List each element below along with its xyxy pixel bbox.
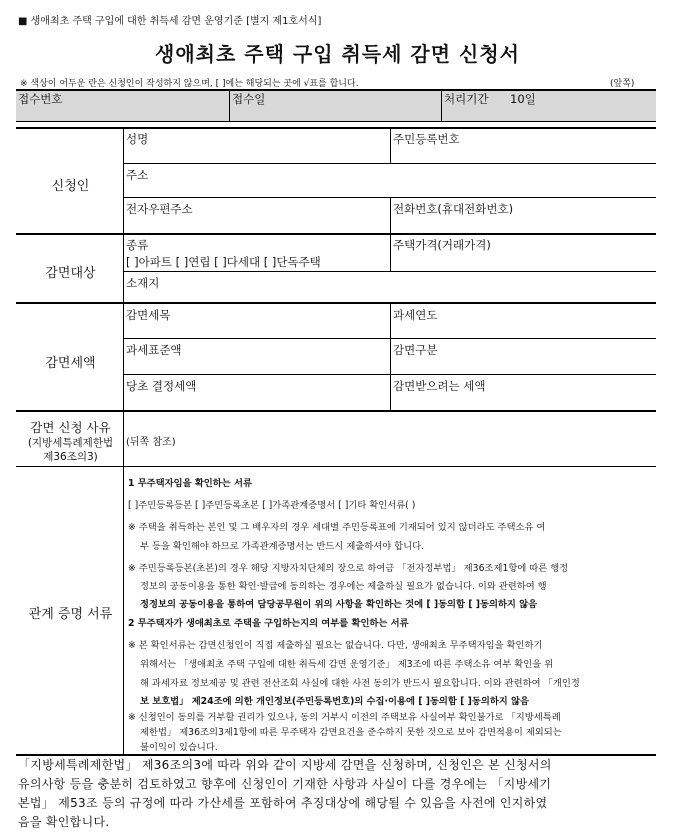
section-target: 감면대상 <box>45 266 96 281</box>
divider <box>16 302 656 304</box>
declaration-text: 음을 확인합니다. <box>18 815 110 829</box>
section-amount: 감면세액 <box>45 356 96 371</box>
proof-document-options[interactable]: [ ]주민등록등본 [ ]주민등록초본 [ ]가족관계증명서 [ ]기타 확인서류( ) <box>128 500 416 511</box>
divider <box>123 163 656 164</box>
divider <box>16 410 656 412</box>
section-reason-article: 제36조의3) <box>43 451 98 463</box>
page-title: 생애최초 주택 구입 취득세 감면 신청서 <box>155 42 520 66</box>
processing-period-value: 10일 <box>510 92 536 106</box>
proof-heading-1: 1 무주택자임을 확인하는 서류 <box>128 478 252 489</box>
tax-year-field[interactable]: 과세연도 <box>393 308 438 322</box>
receipt-number-label: 접수번호 <box>18 92 63 106</box>
page-side-label: (앞쪽) <box>610 79 635 89</box>
declaration-text: 유의사항 등을 충분히 검토하였고 향후에 신청인이 기재한 사항과 사실이 다를 경우에는 「지방세기 <box>18 777 552 791</box>
divider <box>390 197 391 233</box>
divider <box>16 89 656 91</box>
declaration-text: 「지방세특례제한법」 제36조의3에 따라 위와 같이 지방세 감면을 신청하며, 신청인은 본 신청서의 <box>18 758 552 772</box>
housing-price-field[interactable]: 주택가격(거래가격) <box>393 238 491 252</box>
section-reason-law: (지방세특례제한법 <box>27 437 114 449</box>
proof-note-4: 불이익이 있습니다. <box>140 742 218 753</box>
proof-note-3: ※ 본 확인서류는 감면신청인이 직접 제출하실 필요는 없습니다. 다만, 생애최초 무주택자임을 확인하기 <box>128 640 543 651</box>
section-proof: 관계 증명 서류 <box>28 607 113 622</box>
proof-heading-2: 2 무주택자가 생애최초로 주택을 구입하는지의 여부를 확인하는 서류 <box>128 618 409 629</box>
phone-field[interactable]: 전화번호(휴대전화번호) <box>393 202 514 216</box>
requested-reduction-field[interactable]: 감면받으려는 세액 <box>393 379 486 393</box>
location-field[interactable]: 소재지 <box>126 276 160 290</box>
proof-note-3: 위해서는 「생애최초 주택 구입에 대한 취득세 감면 운영기준」 제3조에 따른 주택소유 여부 확인을 위 <box>140 659 554 670</box>
proof-consent-2[interactable]: 보 보호법」 제24조에 의한 개인정보(주민등록번호)의 수집·이용에 [ ]동의함 [ ]동의하지 않음 <box>140 696 529 707</box>
divider <box>441 90 442 121</box>
reason-field[interactable]: (뒤쪽 참조) <box>126 437 176 448</box>
divider <box>390 235 391 271</box>
housing-type-label: 종류 <box>126 238 149 252</box>
fill-note: ※ 색상이 어두운 란은 신청인이 작성하지 않으며, [ ]에는 해당되는 곳에 √표를 합니다. <box>20 79 359 89</box>
processing-period-label: 처리기간 <box>444 92 489 106</box>
proof-note-4: 제한법」 제36조의3제1항에 따른 무주택자 감면요건을 준수하지 못한 것으로 보아 감면적용이 제외되는 <box>140 727 562 738</box>
divider <box>16 127 656 129</box>
rrn-field[interactable]: 주민등록번호 <box>393 132 460 146</box>
divider <box>123 271 656 272</box>
proof-consent-1[interactable]: 정정보의 공동이용을 통하여 담당공무원이 위의 사항을 확인하는 것에 [ ]동의함 [ ]동의하지 않음 <box>140 599 538 610</box>
email-field[interactable]: 전자우편주소 <box>126 202 193 216</box>
declaration-text: 본법」 제53조 등의 규정에 따라 가산세를 포함하여 추징대상에 해당될 수 있음을 사전에 인지하였 <box>18 796 548 810</box>
tax-items-field[interactable]: 감면세목 <box>126 308 171 322</box>
divider <box>16 466 656 467</box>
housing-type-options[interactable]: [ ]아파트 [ ]연립 [ ]다세대 [ ]단독주택 <box>126 255 321 269</box>
proof-note-3: 해 과세자료 정보제공 및 관련 전산조회 사실에 대한 사전 동의가 반드시 필요합니다. 이와 관련하여 「개인정 <box>140 678 580 689</box>
divider <box>16 233 656 235</box>
section-reason: 감면 신청 사유 <box>30 420 111 435</box>
proof-note-1: 부 등을 확인해야 하므로 가족관계증명서는 반드시 제출하셔야 합니다. <box>140 541 425 552</box>
form-reference: ■ 생애최초 주택 구입에 대한 취득세 감면 운영기준 [별지 제1호서식] <box>18 16 322 27</box>
divider <box>390 129 391 163</box>
proof-note-2: 정보의 공동이용을 통한 확인·발급에 동의하는 경우에는 제출하실 필요가 없습니다. 이와 관련하여 행 <box>140 581 547 592</box>
original-tax-field[interactable]: 당초 결정세액 <box>126 379 197 393</box>
divider <box>229 90 230 121</box>
divider <box>390 304 391 410</box>
address-field[interactable]: 주소 <box>126 168 149 182</box>
receipt-date-label: 접수일 <box>232 92 266 106</box>
proof-note-2: ※ 주민등록등본(초본)의 경우 해당 지방자치단체의 장으로 하여금 「전자정부법」 제36조제1항에 따른 행정 <box>128 563 569 574</box>
proof-note-4: ※ 신청인이 동의를 거부할 권리가 있으나, 동의 거부시 이전의 주택보유 사실여부 확인불가로 「지방세특례 <box>128 712 561 723</box>
reduction-type-field[interactable]: 감면구분 <box>393 343 438 357</box>
name-field[interactable]: 성명 <box>126 132 149 146</box>
section-applicant: 신청인 <box>51 179 90 194</box>
proof-note-1: ※ 주택을 취득하는 본인 및 그 배우자의 경우 세대별 주민등록표에 기재되어 있지 않더라도 주택소유 여 <box>128 522 546 533</box>
divider <box>16 121 656 122</box>
receipt-row <box>16 90 656 121</box>
tax-base-field[interactable]: 과세표준액 <box>126 343 182 357</box>
